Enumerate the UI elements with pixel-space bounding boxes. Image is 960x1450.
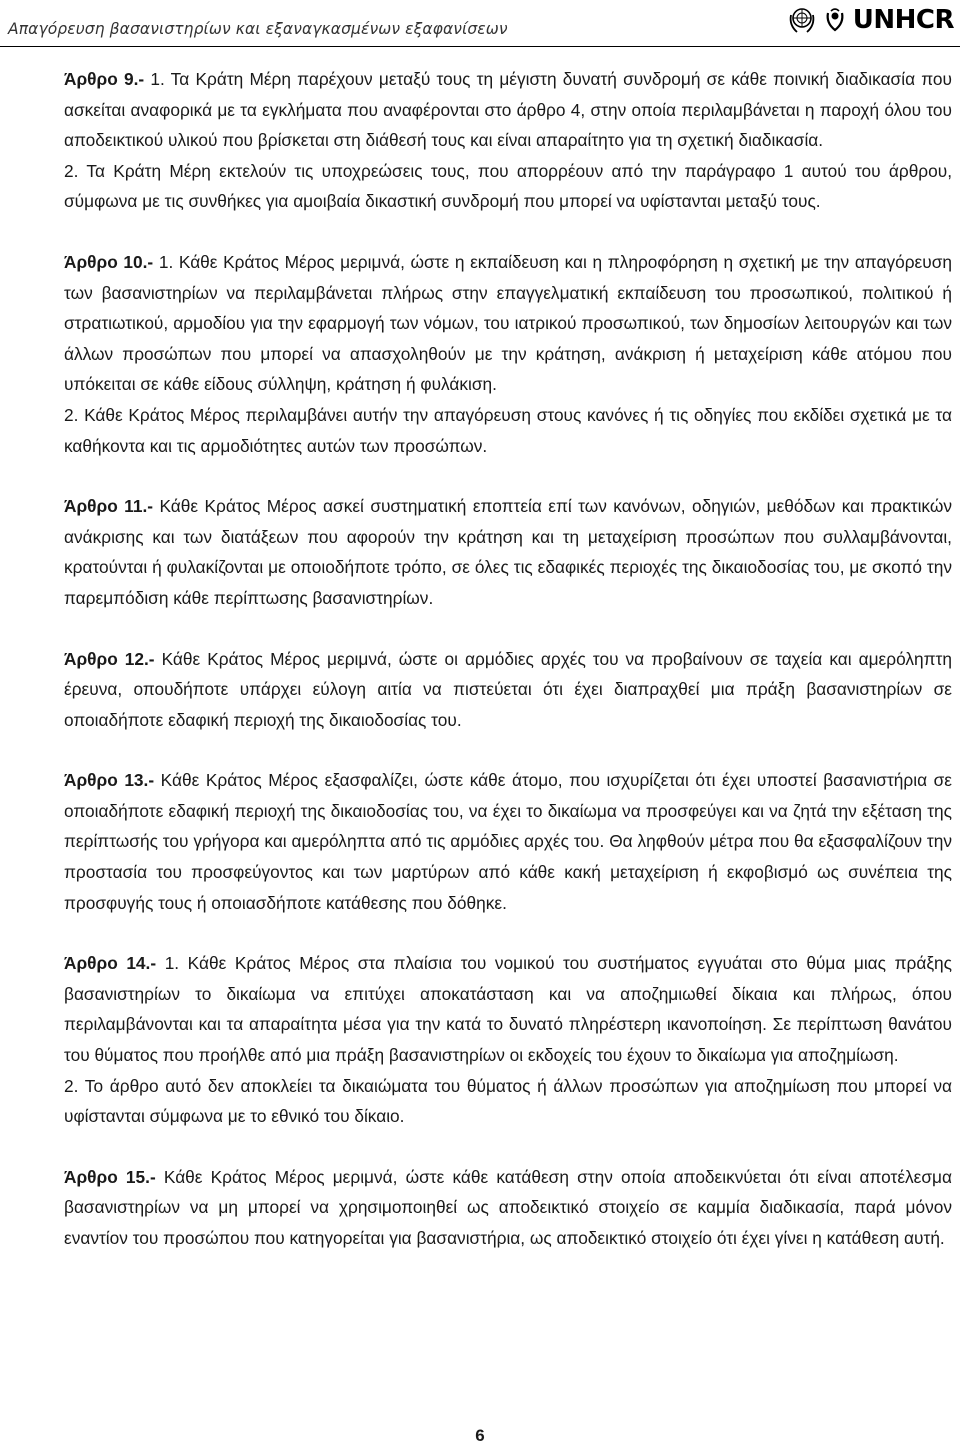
article-9-paragraph-1 — [8, 64, 952, 156]
article-15-paragraph — [8, 1162, 952, 1254]
un-emblem-icon — [787, 5, 817, 35]
article-15-heading: Άρθρο 15.- — [64, 1166, 156, 1187]
article-11-paragraph — [8, 491, 952, 613]
article-14-paragraph-1 — [8, 948, 952, 1070]
spacer — [8, 614, 952, 644]
article-10-paragraph-2 — [8, 400, 952, 461]
article-10-text-2: 2. Κάθε Κράτος Μέρος περιλαμβάνει αυτήν την απαγόρευση στους κανόνες ή τις οδηγίες που εκδίδει σχετικά με τα καθήκοντα και τις αρμοδιότητες αυτών των προσώπων. — [64, 404, 952, 456]
article-10-heading: Άρθρο 10.- — [64, 251, 154, 272]
article-14-text-1: 1. Κάθε Κράτος Μέρος στα πλαίσια του νομικού του συστήματος εγγυάται στο θύμα μιας πράξης βασανιστηρίων το δικαίωμα να επιτύχει αποκατάσταση και να αποζημιωθεί δίκαια και πλήρως, όπου περιλαμβάνονται και τα απαραίτητα μέσα για την κατά το δυνατό πληρέστερη ικανοποίηση. Σε περίπτωση θανάτου του θύματος που προήλθε από μια πράξη βασανιστηρίων οι εκδοχείς του έχουν το δικαίωμα για αποζημίωση. — [64, 953, 952, 1066]
article-14-text-2: 2. Το άρθρο αυτό δεν αποκλείει τα δικαιώματα του θύματος ή άλλων προσώπων για αποζημίωση που μπορεί να υφίστανται σύμφωνα με το εθνικό του δίκαιο. — [64, 1075, 952, 1127]
article-9-text-2: 2. Τα Κράτη Μέρη εκτελούν τις υποχρεώσεις τους, που απορρέουν από την παράγραφο 1 αυτού του άρθρου, σύμφωνα με τις συνθήκες για αμοιβαία δικαστική συνδρομή που μπορεί να υφίστανται μεταξύ τους. — [64, 160, 952, 212]
article-12-heading: Άρθρο 12.- — [64, 648, 155, 669]
article-15-text: Κάθε Κράτος Μέρος μεριμνά, ώστε κάθε κατάθεση στην οποία αποδεικνύεται ότι είναι αποτέλεσμα βασανιστηρίων να μη μπορεί να χρησιμοποιηθεί ως αποδεικτικό στοιχείο σε καμμία διαδικασία, παρά μόνον εναντίον του προσώπου που κατηγορείται για βασανιστήρια, ως αποδεικτικό στοιχείο ότι έχει γίνει η κατάθεση αυτή. — [64, 1166, 952, 1248]
page-number: 6 — [475, 1426, 485, 1445]
article-13-heading: Άρθρο 13.- — [64, 770, 155, 791]
article-13-paragraph — [8, 765, 952, 918]
spacer — [8, 217, 952, 247]
spacer — [8, 461, 952, 491]
article-9-text-1: 1. Τα Κράτη Μέρη παρέχουν μεταξύ τους τη μέγιστη δυνατή συνδρομή σε κάθε ποινική διαδικασία που ασκείται αναφορικά με τα εγκλήματα που αναφέρονται στο άρθρο 4, στην οποία περιλαμβάνεται η παροχή όλου του αποδεικτικού υλικού που βρίσκεται στη διάθεσή τους και είναι απαραίτητο για τη σχετική διαδικασία. — [64, 69, 952, 151]
article-10-paragraph-1 — [8, 247, 952, 400]
header-divider — [0, 46, 960, 47]
header-title: Απαγόρευση βασανιστηρίων και εξαναγκασμένων εξαφανίσεων — [8, 20, 508, 38]
page-header — [0, 0, 960, 46]
article-14-paragraph-2 — [8, 1071, 952, 1132]
unhcr-emblem-icon — [823, 5, 847, 35]
article-11-text: Κάθε Κράτος Μέρος ασκεί συστηματική εποπτεία επί των κανόνων, οδηγιών, μεθόδων και πρακτικών ανάκρισης και των διατάξεων που αφορούν την κράτηση και τη μεταχείριση προσώπων που συλλαμβάνονται, κρατούνται ή φυλακίζονται με οποιοδήποτε τρόπο, σε όλες τις εδαφικές περιοχές της δικαιοδοσίας του, με σκοπό την παρεμπόδιση κάθε περίπτωσης βασανιστηρίων. — [64, 496, 952, 608]
article-12-paragraph — [8, 644, 952, 736]
article-14-heading: Άρθρο 14.- — [64, 953, 157, 974]
spacer — [8, 1132, 952, 1162]
spacer — [8, 735, 952, 765]
article-9-heading: Άρθρο 9.- — [64, 69, 145, 89]
article-9-paragraph-2 — [8, 156, 952, 217]
unhcr-logo-text: UNHCR — [852, 5, 954, 35]
article-11-heading: Άρθρο 11.- — [64, 496, 154, 517]
spacer — [8, 918, 952, 948]
article-10-text-1: 1. Κάθε Κράτος Μέρος μεριμνά, ώστε η εκπαίδευση και η πληροφόρηση η σχετική με την απαγόρευση των βασανιστηρίων να περιλαμβάνεται πλήρως στην επαγγελματική εκπαίδευση του προσωπικού, πολιτικού ή στρατιωτικού, αρμοδίου για την εφαρμογή των νόμων, του ιατρικού προσωπικού, των δημοσίων λειτουργών και των άλλων προσώπων που μπορεί να απασχοληθούν με την κράτηση, ανάκριση ή μεταχείριση κάθε ατόμου που υπόκειται σε κάθε είδους σύλληψη, κράτηση ή φυλάκιση. — [64, 251, 952, 395]
article-13-text: Κάθε Κράτος Μέρος εξασφαλίζει, ώστε κάθε άτομο, που ισχυρίζεται ότι έχει υποστεί βασανιστήρια σε οποιαδήποτε εδαφική περιοχή της δικαιοδοσίας του, να έχει το δικαίωμα να προσφεύγει και να ζητά την εξέταση της περίπτωσής του γρήγορα και αμερόληπτα από τις αρμόδιες αρχές του. Θα ληφθούν μέτρα που θα εξασφαλίζουν την προστασία του προσφεύγοντος και των μαρτύρων από κάθε κακή μεταχείριση ή εκφοβισμό ως συνέπεια της προσφυγής τους ή οποιασδήποτε κατάθεσης που δόθηκε. — [64, 770, 952, 913]
document-body — [8, 64, 952, 1254]
article-12-text: Κάθε Κράτος Μέρος μεριμνά, ώστε οι αρμόδιες αρχές του να προβαίνουν σε ταχεία και αμερόληπτη έρευνα, οπουδήποτε υπάρχει εύλογη αιτία να πιστεύεται ότι έχει διαπραχθεί μια πράξη βασανιστηρίων σε οποιαδήποτε εδαφική περιοχή της δικαιοδοσίας του. — [64, 648, 952, 730]
un-unhcr-logo — [787, 3, 954, 37]
